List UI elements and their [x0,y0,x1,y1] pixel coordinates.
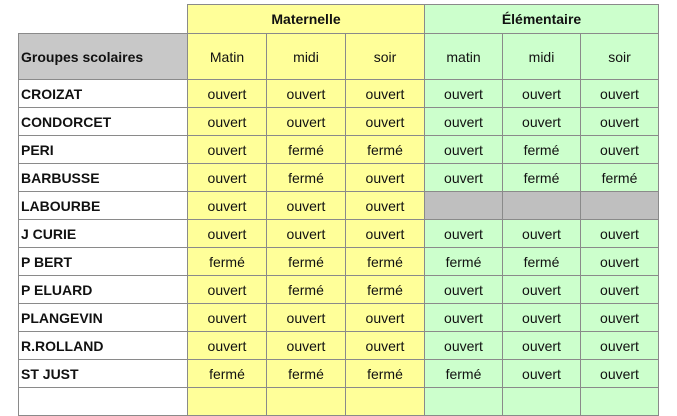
maternelle-soir-cell: ouvert [346,304,425,332]
elementaire-header: Élémentaire [425,5,659,34]
elementaire-matin-header: matin [425,34,503,80]
maternelle-soir-cell: ouvert [346,80,425,108]
cut-off-cell [188,388,267,416]
table-row [19,108,659,136]
maternelle-matin-cell: ouvert [188,164,267,192]
maternelle-soir-header: soir [346,34,425,80]
elementaire-midi-cell: ouvert [503,276,581,304]
empty-corner-cell [19,5,188,34]
maternelle-midi-cell: fermé [267,136,346,164]
elementaire-matin-cell: ouvert [425,136,503,164]
maternelle-matin-cell: fermé [188,360,267,388]
school-group-name: CONDORCET [19,108,188,136]
elementaire-soir-cell: ouvert [581,276,659,304]
maternelle-matin-cell: ouvert [188,108,267,136]
maternelle-midi-cell: fermé [267,360,346,388]
maternelle-midi-cell: fermé [267,164,346,192]
maternelle-soir-cell: ouvert [346,192,425,220]
maternelle-midi-cell: ouvert [267,304,346,332]
cut-off-cell [581,388,659,416]
table-row [19,164,659,192]
elementaire-matin-cell: ouvert [425,276,503,304]
table-row [19,388,659,416]
maternelle-soir-cell: ouvert [346,108,425,136]
elementaire-soir-cell: ouvert [581,304,659,332]
maternelle-soir-cell: ouvert [346,332,425,360]
elementaire-soir-cell [581,192,659,220]
table-row [19,192,659,220]
school-group-name: P ELUARD [19,276,188,304]
schedule-sheet [18,4,659,416]
elementaire-midi-cell: ouvert [503,220,581,248]
elementaire-midi-cell: fermé [503,248,581,276]
elementaire-midi-cell: fermé [503,136,581,164]
elementaire-matin-cell: ouvert [425,80,503,108]
maternelle-midi-cell: fermé [267,276,346,304]
cut-off-cell [425,388,503,416]
maternelle-midi-cell: ouvert [267,332,346,360]
table-row [19,248,659,276]
maternelle-soir-cell: fermé [346,136,425,164]
elementaire-matin-cell: fermé [425,248,503,276]
maternelle-matin-cell: ouvert [188,332,267,360]
maternelle-matin-cell: ouvert [188,276,267,304]
elementaire-midi-cell: ouvert [503,304,581,332]
cut-off-cell [267,388,346,416]
table-row [19,276,659,304]
cut-off-cell [346,388,425,416]
school-group-name: BARBUSSE [19,164,188,192]
maternelle-midi-cell: ouvert [267,108,346,136]
elementaire-midi-cell: ouvert [503,360,581,388]
elementaire-soir-cell: ouvert [581,248,659,276]
table-row [19,80,659,108]
maternelle-soir-cell: fermé [346,276,425,304]
table-row [19,304,659,332]
elementaire-soir-cell: ouvert [581,80,659,108]
elementaire-soir-cell: fermé [581,164,659,192]
elementaire-midi-header: midi [503,34,581,80]
elementaire-matin-cell: ouvert [425,332,503,360]
elementaire-matin-cell: ouvert [425,108,503,136]
maternelle-soir-cell: ouvert [346,164,425,192]
maternelle-soir-cell: fermé [346,360,425,388]
schedule-body [19,80,659,416]
elementaire-midi-cell: ouvert [503,108,581,136]
maternelle-soir-cell: fermé [346,248,425,276]
elementaire-midi-cell: ouvert [503,80,581,108]
elementaire-midi-cell: fermé [503,164,581,192]
elementaire-soir-cell: ouvert [581,332,659,360]
cut-off-cell [503,388,581,416]
elementaire-soir-cell: ouvert [581,220,659,248]
table-row [19,332,659,360]
elementaire-soir-cell: ouvert [581,360,659,388]
table-row [19,136,659,164]
elementaire-soir-cell: ouvert [581,136,659,164]
school-group-name: ST JUST [19,360,188,388]
maternelle-matin-cell: ouvert [188,304,267,332]
group-header-row [19,5,659,34]
table-row [19,220,659,248]
maternelle-matin-cell: ouvert [188,220,267,248]
elementaire-matin-cell [425,192,503,220]
elementaire-soir-cell: ouvert [581,108,659,136]
cut-off-cell [19,388,188,416]
elementaire-soir-header: soir [581,34,659,80]
school-group-name: PLANGEVIN [19,304,188,332]
maternelle-midi-cell: ouvert [267,220,346,248]
schedule-table [18,4,659,416]
elementaire-matin-cell: ouvert [425,220,503,248]
groupes-scolaires-header: Groupes scolaires [19,34,188,80]
maternelle-midi-cell: ouvert [267,80,346,108]
maternelle-soir-cell: ouvert [346,220,425,248]
elementaire-midi-cell: ouvert [503,332,581,360]
subheader-row [19,34,659,80]
maternelle-matin-cell: fermé [188,248,267,276]
school-group-name: PERI [19,136,188,164]
maternelle-header: Maternelle [188,5,425,34]
elementaire-matin-cell: fermé [425,360,503,388]
maternelle-midi-cell: ouvert [267,192,346,220]
school-group-name: J CURIE [19,220,188,248]
maternelle-midi-cell: fermé [267,248,346,276]
table-row [19,360,659,388]
elementaire-matin-cell: ouvert [425,304,503,332]
school-group-name: CROIZAT [19,80,188,108]
elementaire-matin-cell: ouvert [425,164,503,192]
maternelle-matin-cell: ouvert [188,192,267,220]
maternelle-matin-cell: ouvert [188,136,267,164]
school-group-name: LABOURBE [19,192,188,220]
school-group-name: P BERT [19,248,188,276]
elementaire-midi-cell [503,192,581,220]
school-group-name: R.ROLLAND [19,332,188,360]
maternelle-matin-header: Matin [188,34,267,80]
maternelle-matin-cell: ouvert [188,80,267,108]
maternelle-midi-header: midi [267,34,346,80]
